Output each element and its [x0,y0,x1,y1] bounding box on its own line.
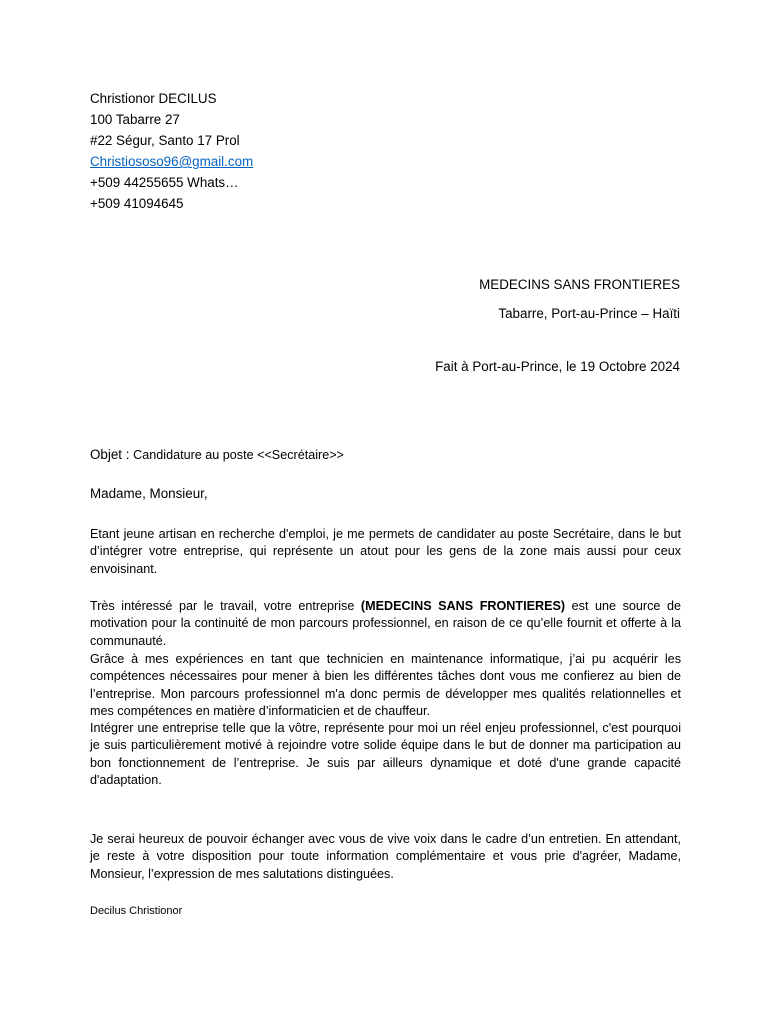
body-paragraph-1: Etant jeune artisan en recherche d'emploi, je me permets de candidater au poste Secrétaire, dans le but d’intégrer votre entreprise, qui représente un atout pour les gens de la zone mais aussi pour ceux envoisinant. [90,527,681,576]
body-paragraph-3: Grâce à mes expériences en tant que technicien en maintenance informatique, j’ai pu acquérir les compétences nécessaires pour mener à bien les différentes tâches dont vous me confierez au bien de l’entreprise. Mon parcours professionnel m'a donc permis de développer mes qualités relationnelles et mes compétences en matière d’informaticien et de chauffeur. [90,652,681,719]
paragraph-2-intro: Très intéressé par le travail, votre entreprise [90,599,361,613]
letter-date: Fait à Port-au-Prince, le 19 Octobre 2024 [435,359,680,374]
sender-phone1: +509 44255655 Whats… [90,175,239,190]
sender-address-line2: #22 Ségur, Santo 17 Prol [90,133,240,148]
body-paragraph-2 [90,598,681,650]
sender-address-line1: 100 Tabarre 27 [90,112,180,127]
recipient-address: Tabarre, Port-au-Prince – Haïti [498,306,680,321]
sender-email-link[interactable]: Christiososo96@gmail.com [90,154,254,169]
recipient-organization: MEDECINS SANS FRONTIERES [479,277,680,292]
salutation: Madame, Monsieur, [90,486,208,501]
signature: Decilus Christionor [90,905,183,917]
organization-bold: (MEDECINS SANS FRONTIERES) [360,599,566,613]
subject-text: Candidature au poste <<Secrétaire>> [133,448,344,462]
closing-paragraph: Je serai heureux de pouvoir échanger avec vous de vive voix dans le cadre d’un entretien. En attendant, je reste à votre disposition pour toute information complémentaire et vous prie d'agréer, Madame, Monsieur, l’expression de mes salutations distinguées. [90,832,681,881]
sender-block [90,88,253,214]
sender-name: Christionor DECILUS [90,91,217,106]
paragraph-2-rest: est une source de motivation pour la continuité de mon parcours professionnel, en raison de ce qu’elle fournit et offerte à la communauté. [90,599,681,648]
body-paragraph-4: Intégrer une entreprise telle que la vôtre, représente pour moi un réel enjeu professionnel, c'est pourquoi je suis particulièrement motivé à rejoindre votre solide équipe dans le but de donner ma participation au bon fonctionnement de l’entreprise. Je suis par ailleurs dynamique et doté d'une grande capacité d'adaptation. [90,721,681,788]
subject-line [90,447,344,462]
subject-label: Objet : [90,447,134,462]
sender-phone2: +509 41094645 [90,196,184,211]
